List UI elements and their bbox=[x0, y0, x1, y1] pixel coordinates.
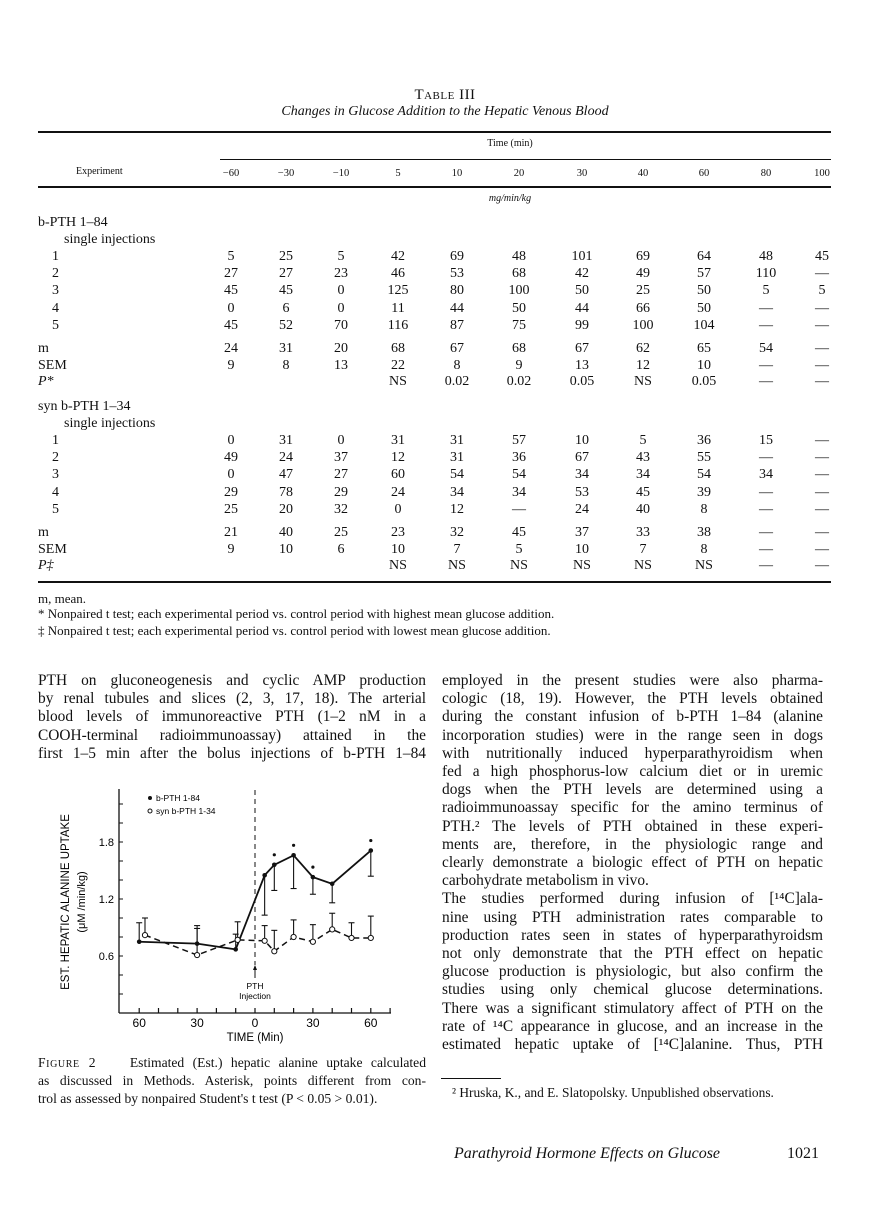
figure-2-chart bbox=[0, 770, 440, 1055]
text-line: glucose production is physiologic, but also confirm the bbox=[442, 963, 823, 981]
text-line: There was a significant stimulatory affect of PTH on the bbox=[442, 999, 823, 1017]
table-cell: 6 bbox=[282, 300, 290, 316]
running-footer-title: Parathyroid Hormone Effects on Glucose bbox=[454, 1145, 721, 1162]
table-cell: — bbox=[815, 450, 829, 466]
stat-label: m bbox=[38, 525, 49, 540]
table-cell: 0 bbox=[337, 433, 345, 448]
table-cell: 69 bbox=[450, 249, 464, 264]
figure-label: Figure 2 bbox=[38, 1055, 97, 1070]
text-line: carbohydrate metabolism in vivo. bbox=[442, 872, 649, 890]
text-line: by renal tubules and slices (2, 3, 17, 18). The arterial bbox=[38, 690, 426, 708]
stat-cell: 10 bbox=[391, 541, 405, 557]
table-cell: 31 bbox=[450, 450, 464, 466]
stat-cell: 38 bbox=[697, 525, 711, 540]
stat-cell: NS bbox=[448, 558, 466, 573]
table-cell: — bbox=[815, 484, 829, 500]
table-cell: 25 bbox=[636, 283, 650, 299]
legend-open-marker bbox=[148, 809, 152, 813]
column-header: 60 bbox=[698, 168, 710, 179]
stat-label: m bbox=[38, 341, 49, 356]
column-header: 100 bbox=[814, 168, 830, 179]
text-line: studies using only chemical glucose determinations. bbox=[442, 981, 823, 999]
group-subname: single injections bbox=[64, 416, 156, 431]
table-cell: 54 bbox=[512, 467, 526, 483]
table-cell: 101 bbox=[571, 249, 593, 264]
stat-cell: 32 bbox=[450, 525, 464, 540]
table-cell: 44 bbox=[575, 300, 589, 316]
row-label: 4 bbox=[52, 484, 59, 500]
table-cell: 10 bbox=[575, 433, 589, 448]
table-cell: 25 bbox=[224, 501, 238, 517]
table-cell: 12 bbox=[391, 450, 405, 466]
x-axis-label: TIME (Min) bbox=[226, 1032, 284, 1044]
table-cell: 50 bbox=[512, 300, 526, 316]
group-name: syn b-PTH 1–34 bbox=[38, 399, 131, 414]
table-cell: 23 bbox=[334, 266, 348, 282]
stat-cell: NS bbox=[573, 558, 591, 573]
stat-label: P* bbox=[38, 374, 54, 389]
annotation-pth: PTH bbox=[246, 981, 264, 991]
stat-cell: NS bbox=[634, 558, 652, 573]
table-cell: 5 bbox=[337, 249, 345, 264]
table-cell: 0 bbox=[337, 300, 345, 316]
table-cell: 78 bbox=[279, 484, 293, 500]
data-point bbox=[330, 927, 335, 932]
table-cell: 32 bbox=[334, 501, 348, 517]
stat-cell: 0.05 bbox=[569, 374, 595, 389]
table-cell: 57 bbox=[697, 266, 711, 282]
table-cell: 34 bbox=[512, 484, 526, 500]
table-cell: 57 bbox=[512, 433, 526, 448]
table-cell: 45 bbox=[815, 249, 829, 264]
table-cell: 53 bbox=[450, 266, 464, 282]
table-cell: 44 bbox=[450, 300, 464, 316]
text-line: The studies performed during infusion of [¹⁴C]ala- bbox=[442, 890, 823, 908]
data-point bbox=[369, 848, 374, 853]
table-cell: 34 bbox=[636, 467, 650, 483]
stat-cell: 7 bbox=[453, 541, 461, 557]
table-title: Table III bbox=[414, 87, 476, 103]
table-cell: — bbox=[759, 484, 773, 500]
stat-cell: 68 bbox=[391, 341, 405, 356]
stat-cell: — bbox=[759, 558, 773, 573]
table-cell: 5 bbox=[639, 433, 647, 448]
table-cell: 48 bbox=[759, 249, 773, 264]
table-cell: 36 bbox=[697, 433, 711, 448]
stat-cell: 6 bbox=[337, 541, 345, 557]
text-line: incorporation studies) were in the range seen in dogs bbox=[442, 726, 823, 744]
stat-cell: 24 bbox=[224, 341, 238, 356]
text-line: dogs when the PTH levels are determined using a bbox=[442, 781, 823, 799]
stat-cell: 10 bbox=[279, 541, 293, 557]
stat-cell: NS bbox=[695, 558, 713, 573]
data-point bbox=[233, 947, 238, 952]
table-cell: — bbox=[759, 501, 773, 517]
table-cell: 34 bbox=[575, 467, 589, 483]
table-footnote-asterisk: * Nonpaired t test; each experimental period vs. control period with highest mean glucose addition. bbox=[38, 606, 555, 621]
table-cell: 49 bbox=[636, 266, 650, 282]
stat-label: P‡ bbox=[38, 558, 54, 573]
data-point bbox=[272, 863, 277, 868]
table-cell: 42 bbox=[391, 249, 405, 264]
stat-cell: 37 bbox=[575, 525, 589, 540]
table-cell: 110 bbox=[755, 266, 777, 282]
column-header: 30 bbox=[576, 168, 588, 179]
data-point bbox=[262, 938, 267, 943]
row-label: 4 bbox=[52, 300, 59, 316]
stat-cell: 20 bbox=[334, 341, 348, 356]
group-subname: single injections bbox=[64, 232, 156, 247]
data-point bbox=[142, 933, 147, 938]
stat-cell: — bbox=[815, 525, 829, 540]
stat-cell: 62 bbox=[636, 341, 650, 356]
table-cell: 37 bbox=[334, 450, 348, 466]
table-cell: 15 bbox=[759, 433, 773, 448]
stat-label: SEM bbox=[38, 541, 67, 557]
column-header: 40 bbox=[637, 168, 649, 179]
y-axis-label: EST. HEPATIC ALANINE UPTAKE bbox=[60, 814, 72, 990]
table-cell: 12 bbox=[450, 501, 464, 517]
table-cell: 49 bbox=[224, 450, 238, 466]
table-cell: 5 bbox=[227, 249, 235, 264]
data-point bbox=[311, 875, 316, 880]
table-cell: 5 bbox=[818, 283, 826, 299]
stat-cell: 31 bbox=[279, 341, 293, 356]
table-cell: — bbox=[759, 317, 773, 333]
table-cell: — bbox=[512, 501, 526, 517]
table-cell: 11 bbox=[391, 300, 405, 316]
stat-cell: 65 bbox=[697, 341, 711, 356]
data-point bbox=[349, 935, 354, 940]
table-cell: 50 bbox=[697, 283, 711, 299]
table-cell: 24 bbox=[575, 501, 589, 517]
row-label: 1 bbox=[52, 433, 59, 448]
stat-cell: 21 bbox=[224, 525, 238, 540]
table-footnote-mean: m, mean. bbox=[38, 591, 87, 606]
stat-cell: 8 bbox=[282, 357, 290, 373]
stat-cell: 67 bbox=[575, 341, 589, 356]
table-cell: 80 bbox=[450, 283, 464, 299]
significance-asterisk bbox=[311, 866, 314, 869]
caption-line-1: Estimated (Est.) hepatic alanine uptake calculated bbox=[129, 1055, 427, 1070]
data-point bbox=[330, 882, 335, 887]
table-subtitle: Changes in Glucose Addition to the Hepatic Venous Blood bbox=[281, 104, 609, 119]
table-cell: — bbox=[815, 300, 829, 316]
significance-asterisk bbox=[273, 853, 276, 856]
table-cell: — bbox=[759, 450, 773, 466]
table-cell: 54 bbox=[697, 467, 711, 483]
x-tick-label: 60 bbox=[132, 1016, 146, 1030]
figure-caption bbox=[38, 1054, 426, 1108]
stat-label: SEM bbox=[38, 357, 67, 373]
row-label: 3 bbox=[52, 467, 59, 483]
text-line: clearly demonstrate a biologic effect of PTH on hepatic bbox=[442, 854, 823, 871]
stat-cell: 13 bbox=[575, 357, 589, 373]
column-header: −30 bbox=[277, 168, 295, 179]
table-cell: — bbox=[759, 300, 773, 316]
table-cell: 34 bbox=[759, 467, 773, 483]
column-header: 5 bbox=[395, 168, 401, 179]
table-cell: 27 bbox=[279, 266, 293, 282]
stat-cell: — bbox=[815, 558, 829, 573]
table-cell: 125 bbox=[387, 283, 409, 299]
stat-cell: 10 bbox=[575, 541, 589, 557]
table-cell: 100 bbox=[508, 283, 530, 299]
x-tick-label: 30 bbox=[306, 1016, 320, 1030]
stat-cell: — bbox=[815, 341, 829, 356]
stat-cell: 33 bbox=[636, 525, 650, 540]
table-cell: 116 bbox=[387, 317, 409, 333]
table-cell: 45 bbox=[224, 317, 238, 333]
table-cell: 50 bbox=[575, 283, 589, 299]
stat-cell: NS bbox=[389, 374, 407, 389]
table-cell: 0 bbox=[394, 501, 402, 517]
table-cell: 100 bbox=[632, 317, 654, 333]
row-label: 2 bbox=[52, 450, 59, 466]
table-cell: 60 bbox=[391, 467, 405, 483]
table-cell: 0 bbox=[227, 300, 235, 316]
stat-cell: — bbox=[815, 374, 829, 389]
table-cell: 0 bbox=[227, 467, 235, 483]
table-cell: 24 bbox=[279, 450, 293, 466]
table-cell: — bbox=[815, 501, 829, 517]
table-cell: 24 bbox=[391, 484, 405, 500]
table-cell: 50 bbox=[697, 300, 711, 316]
text-line: blood levels of immunoreactive PTH (1–2 nM in a bbox=[38, 708, 426, 726]
x-tick-label: 0 bbox=[251, 1016, 259, 1030]
x-tick-label: 30 bbox=[190, 1016, 204, 1030]
table-footnote-dagger: ‡ Nonpaired t test; each experimental period vs. control period with lowest mean glucose addition. bbox=[38, 623, 551, 638]
stat-cell: NS bbox=[510, 558, 528, 573]
text-line: with nutritionally induced hyperparathyroidism when bbox=[442, 744, 823, 762]
data-point bbox=[291, 853, 296, 858]
table-cell: 36 bbox=[512, 450, 526, 466]
column-header: −60 bbox=[222, 168, 240, 179]
stat-cell: 54 bbox=[759, 341, 773, 356]
y-tick-label: 1.2 bbox=[98, 894, 114, 906]
time-group-rule bbox=[220, 159, 831, 160]
table-cell: 54 bbox=[450, 467, 464, 483]
table-cell: 0 bbox=[227, 433, 235, 448]
footnote-rule bbox=[441, 1078, 501, 1079]
row-label: 5 bbox=[52, 501, 59, 517]
text-line: radioimmunoassay specific for the amino terminus of bbox=[442, 799, 823, 817]
y-axis-units: (μM /min/kg) bbox=[76, 871, 88, 933]
text-line: first 1–5 min after the bolus injections of b-PTH 1–84 bbox=[38, 744, 426, 762]
stat-cell: — bbox=[815, 541, 829, 557]
text-line: production rates seen in states of hyperparathyroidsm bbox=[442, 926, 823, 944]
significance-asterisk bbox=[369, 839, 372, 842]
stat-cell: 45 bbox=[512, 525, 526, 540]
stat-cell: — bbox=[759, 525, 773, 540]
annotation-injection: Injection bbox=[239, 991, 271, 1001]
data-point bbox=[310, 939, 315, 944]
stat-cell: NS bbox=[634, 374, 652, 389]
table-cell: 5 bbox=[762, 283, 770, 299]
page-number: 1021 bbox=[787, 1145, 819, 1162]
stat-cell: — bbox=[759, 541, 773, 557]
text-line: nine using PTH administration rates comparable to bbox=[442, 908, 823, 926]
stat-cell: 0.02 bbox=[506, 374, 532, 389]
table-bottom-rule bbox=[38, 581, 831, 583]
y-tick-label: 1.8 bbox=[98, 837, 114, 849]
experiment-header: Experiment bbox=[76, 166, 123, 177]
caption-line-2: as discussed in Methods. Asterisk, points different from con- bbox=[38, 1073, 426, 1088]
time-group-header: Time (min) bbox=[487, 138, 533, 149]
table-cell: 27 bbox=[334, 467, 348, 483]
stat-cell: 10 bbox=[697, 357, 711, 373]
row-label: 5 bbox=[52, 317, 59, 333]
text-line: cologic (18, 19). However, the PTH levels obtained bbox=[442, 690, 823, 708]
stat-cell: 5 bbox=[515, 541, 523, 557]
table-cell: — bbox=[815, 266, 829, 282]
header-bottom-rule bbox=[38, 186, 831, 188]
x-tick-label: 60 bbox=[364, 1016, 378, 1030]
row-label: 1 bbox=[52, 249, 59, 264]
text-line: estimated hepatic uptake of [¹⁴C]alanine. Thus, PTH bbox=[442, 1036, 823, 1053]
table-cell: 69 bbox=[636, 249, 650, 264]
table-cell: 20 bbox=[279, 501, 293, 517]
stat-cell: 23 bbox=[391, 525, 405, 540]
stat-cell: 12 bbox=[636, 357, 650, 373]
table-cell: 43 bbox=[636, 450, 650, 466]
table-cell: 31 bbox=[391, 433, 405, 448]
stat-cell: 0.02 bbox=[444, 374, 470, 389]
table-cell: — bbox=[815, 433, 829, 448]
table-cell: 52 bbox=[279, 317, 293, 333]
table-cell: — bbox=[815, 467, 829, 483]
table-cell: 45 bbox=[279, 283, 293, 299]
stat-cell: 40 bbox=[279, 525, 293, 540]
group-name: b-PTH 1–84 bbox=[38, 215, 108, 230]
table-cell: 0 bbox=[337, 283, 345, 299]
text-line: PTH on gluconeogenesis and cyclic AMP production bbox=[38, 672, 426, 689]
table-cell: 87 bbox=[450, 317, 464, 333]
text-line: COOH-terminal radioimmunoassay) attained in the bbox=[38, 726, 426, 744]
stat-cell: 22 bbox=[391, 357, 405, 373]
table-cell: 47 bbox=[279, 467, 293, 483]
table-cell: 55 bbox=[697, 450, 711, 466]
text-line: PTH.² The levels of PTH obtained in these experi- bbox=[442, 817, 823, 835]
data-point bbox=[368, 935, 373, 940]
table-cell: 29 bbox=[334, 484, 348, 500]
row-label: 2 bbox=[52, 266, 59, 282]
table-cell: 31 bbox=[279, 433, 293, 448]
units-label: mg/min/kg bbox=[488, 193, 532, 204]
table-cell: 34 bbox=[450, 484, 464, 500]
data-point bbox=[291, 934, 296, 939]
stat-cell: 8 bbox=[453, 357, 461, 373]
table-cell: 8 bbox=[700, 501, 708, 517]
table-cell: 31 bbox=[450, 433, 464, 448]
table-cell: 39 bbox=[697, 484, 711, 500]
table-cell: 70 bbox=[334, 317, 348, 333]
table-cell: 68 bbox=[512, 266, 526, 282]
stat-cell: 68 bbox=[512, 341, 526, 356]
legend-label: b-PTH 1-84 bbox=[156, 793, 200, 803]
stat-cell: 9 bbox=[227, 357, 235, 373]
stat-cell: — bbox=[759, 357, 773, 373]
stat-cell: — bbox=[759, 374, 773, 389]
row-label: 3 bbox=[52, 283, 59, 299]
legend-label: syn b-PTH 1-34 bbox=[156, 806, 216, 816]
table-cell: 42 bbox=[575, 266, 589, 282]
data-point bbox=[235, 937, 240, 942]
table-cell: 25 bbox=[279, 249, 293, 264]
data-point bbox=[272, 949, 277, 954]
table-cell: 75 bbox=[512, 317, 526, 333]
table-cell: 53 bbox=[575, 484, 589, 500]
table-cell: 64 bbox=[697, 249, 711, 264]
table-cell: 99 bbox=[575, 317, 589, 333]
legend-filled-marker bbox=[148, 796, 152, 800]
column-header: 80 bbox=[760, 168, 772, 179]
stat-cell: 7 bbox=[639, 541, 647, 557]
data-point bbox=[137, 939, 142, 944]
column-header: 20 bbox=[513, 168, 525, 179]
stat-cell: 8 bbox=[700, 541, 708, 557]
stat-cell: NS bbox=[389, 558, 407, 573]
stat-cell: 9 bbox=[227, 541, 235, 557]
table-cell: 40 bbox=[636, 501, 650, 517]
table-top-rule bbox=[38, 131, 831, 133]
text-line: during the constant infusion of b-PTH 1–84 (alanine bbox=[442, 708, 823, 726]
stat-cell: 25 bbox=[334, 525, 348, 540]
table-cell: 29 bbox=[224, 484, 238, 500]
table-cell: 66 bbox=[636, 300, 650, 316]
text-line: employed in the present studies were also pharma- bbox=[442, 672, 823, 689]
stat-cell: 9 bbox=[515, 357, 523, 373]
text-line: rate of ¹⁴C appearance in glucose, and an increase in the bbox=[442, 1017, 823, 1035]
table-cell: 45 bbox=[636, 484, 650, 500]
table-cell: — bbox=[815, 317, 829, 333]
text-line: not only demonstrate that the PTH effect on hepatic bbox=[442, 945, 823, 962]
table-cell: 45 bbox=[224, 283, 238, 299]
column-header: −10 bbox=[332, 168, 350, 179]
stat-cell: 0.05 bbox=[691, 374, 717, 389]
significance-asterisk bbox=[292, 844, 295, 847]
page-footnote: ² Hruska, K., and E. Slatopolsky. Unpublished observations. bbox=[452, 1085, 774, 1100]
text-line: ments are, therefore, in the physiologic range and bbox=[442, 835, 823, 853]
table-cell: 48 bbox=[512, 249, 526, 264]
column-header: 10 bbox=[451, 168, 463, 179]
table-cell: 46 bbox=[391, 266, 405, 282]
stat-cell: — bbox=[815, 357, 829, 373]
stat-cell: 67 bbox=[450, 341, 464, 356]
data-point bbox=[195, 952, 200, 957]
table-cell: 27 bbox=[224, 266, 238, 282]
table-cell: 104 bbox=[693, 317, 715, 333]
table-cell: 67 bbox=[575, 450, 589, 466]
stat-cell: 13 bbox=[334, 357, 348, 373]
text-line: fed a high phosphorus-low calcium diet or in uremic bbox=[442, 763, 823, 780]
y-tick-label: 0.6 bbox=[98, 951, 114, 963]
caption-line-3: trol as assessed by nonpaired Student's t test (P < 0.05 > 0.01). bbox=[38, 1091, 378, 1106]
arrow-head-icon bbox=[253, 965, 257, 970]
data-point bbox=[262, 873, 267, 878]
